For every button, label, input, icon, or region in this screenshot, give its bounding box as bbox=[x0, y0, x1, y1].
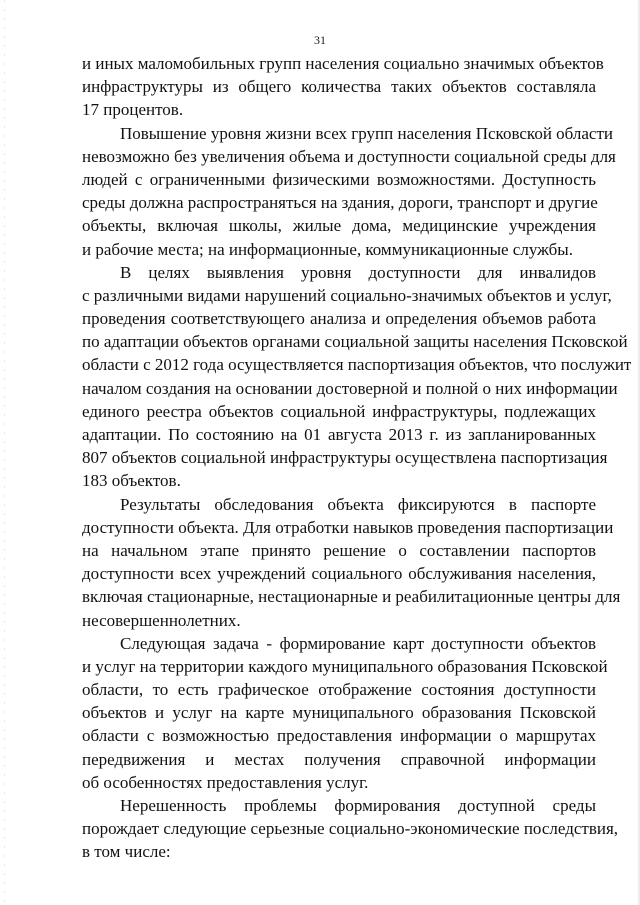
page-number: 31 bbox=[314, 33, 326, 47]
text-line: по адаптации объектов органами социальной защиты населения Псковской bbox=[82, 332, 628, 352]
text-line: Результаты обследования объекта фиксируются в паспорте bbox=[120, 494, 596, 514]
text-line: доступности всех учреждений социального обслуживания населения, bbox=[82, 564, 596, 584]
text-line: людей с ограниченными физическими возможностями. Доступность bbox=[82, 169, 596, 189]
text-line: В целях выявления уровня доступности для инвалидов bbox=[120, 262, 596, 282]
text-line: порождает следующие серьезные социально-экономические последствия, bbox=[82, 819, 619, 839]
paragraph-2 bbox=[82, 122, 616, 261]
text-line: несовершеннолетних. bbox=[82, 610, 241, 630]
text-line: инфраструктуры из общего количества таких объектов составляла bbox=[82, 77, 596, 97]
paragraph-6 bbox=[82, 794, 619, 864]
text-line: включая стационарные, нестационарные и реабилитационные центры для bbox=[82, 587, 621, 607]
text-line: объекты, включая школы, жилые дома, медицинские учреждения bbox=[82, 216, 596, 236]
scan-edge-mark bbox=[4, 0, 5, 905]
text-line: в том числе: bbox=[82, 842, 171, 862]
text-line: передвижения и местах получения справочной информации bbox=[82, 749, 596, 769]
text-line: доступности объекта. Для отработки навыков проведения паспортизации bbox=[82, 517, 614, 537]
text-line: Следующая задача - формирование карт доступности объектов bbox=[120, 633, 596, 653]
text-line: среды должна распространяться на здания, дороги, транспорт и другие bbox=[82, 193, 598, 213]
text-line: 183 объектов. bbox=[82, 471, 181, 491]
text-line: началом создания на основании достоверной и полной о них информации bbox=[82, 378, 618, 398]
text-line: проведения соответствующего анализа и определения объемов работа bbox=[82, 309, 596, 329]
paragraph-4 bbox=[82, 493, 621, 632]
text-line: с различными видами нарушений социально-значимых объектов и услуг, bbox=[82, 285, 612, 305]
text-line: области с 2012 года осуществляется паспортизация объектов, что послужит bbox=[82, 355, 632, 375]
text-line: невозможно без увеличения объема и доступности социальной среды для bbox=[82, 146, 616, 166]
text-line: адаптации. По состоянию на 01 августа 2013 г. из запланированных bbox=[82, 425, 596, 444]
text-line: единого реестра объектов социальной инфраструктуры, подлежащих bbox=[82, 401, 596, 421]
text-line: 807 объектов социальной инфраструктуры осуществлена паспортизация bbox=[82, 448, 608, 468]
text-line: и рабочие места; на информационные, коммуникационные службы. bbox=[82, 239, 573, 259]
text-line: на начальном этапе принято решение о составлении паспортов bbox=[82, 540, 596, 560]
paragraph-1 bbox=[82, 52, 604, 122]
text-line: 17 процентов. bbox=[82, 100, 184, 120]
text-line: области с возможностью предоставления информации о маршрутах bbox=[82, 726, 596, 746]
body-text bbox=[82, 52, 632, 864]
text-line: объектов и услуг на карте муниципального образования Псковской bbox=[82, 703, 596, 723]
text-line: об особенностях предоставления услуг. bbox=[82, 772, 369, 792]
text-line: и иных маломобильных групп населения социально значимых объектов bbox=[82, 54, 604, 73]
text-line: Повышение уровня жизни всех групп населения Псковской области bbox=[120, 123, 613, 143]
paragraph-3 bbox=[82, 261, 632, 493]
paragraph-5 bbox=[82, 632, 608, 794]
text-line: области, то есть графическое отображение состояния доступности bbox=[82, 680, 596, 700]
text-line: и услуг на территории каждого муниципального образования Псковской bbox=[82, 656, 608, 676]
text-line: Нерешенность проблемы формирования доступной среды bbox=[120, 796, 596, 815]
